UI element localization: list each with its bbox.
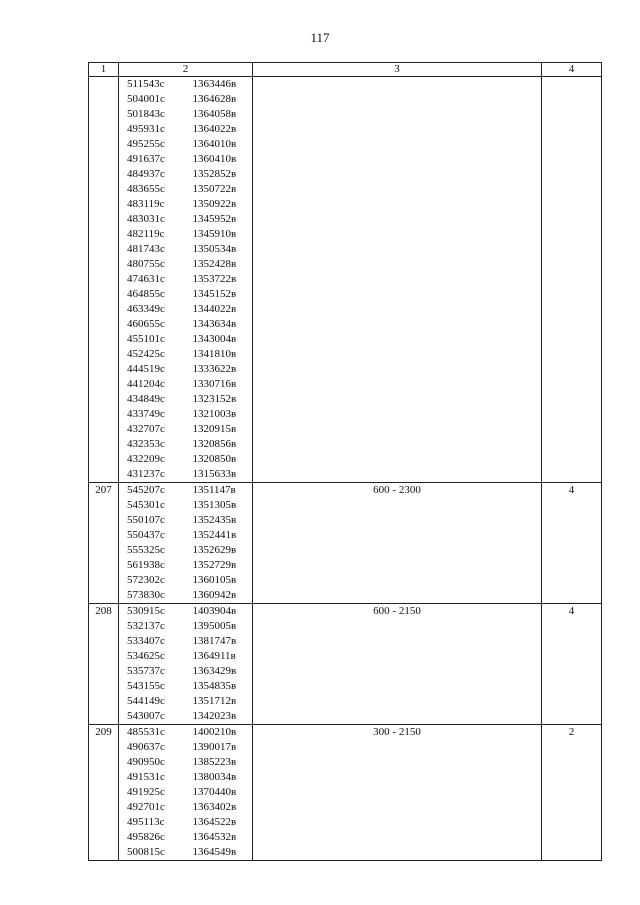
latitude: 483031с <box>127 213 165 225</box>
latitude: 543155с <box>127 680 165 692</box>
coordinate-pair <box>119 407 252 422</box>
row-number <box>89 77 119 483</box>
latitude: 441204с <box>127 378 165 390</box>
longitude: 1364522в <box>192 816 237 828</box>
latitude: 544149с <box>127 695 165 707</box>
coordinate-pair <box>119 830 252 845</box>
latitude: 561938с <box>127 559 165 571</box>
latitude: 511543с <box>127 78 165 90</box>
longitude: 1363402в <box>192 801 237 813</box>
longitude: 1360410в <box>192 153 237 165</box>
coordinates-cell <box>119 77 253 483</box>
coordinate-pair <box>119 679 252 694</box>
longitude: 1320915в <box>192 423 237 435</box>
longitude: 1323152в <box>192 393 237 405</box>
latitude: 485531с <box>127 726 165 738</box>
latitude: 495255с <box>127 138 165 150</box>
coordinate-pair <box>119 845 252 860</box>
coordinate-pair <box>119 182 252 197</box>
header-col-2: 2 <box>119 63 253 77</box>
latitude: 530915с <box>127 605 165 617</box>
longitude: 1364911в <box>192 650 236 662</box>
coordinates-cell <box>119 604 253 725</box>
longitude: 1350922в <box>192 198 237 210</box>
table-body <box>89 77 602 861</box>
header-col-4: 4 <box>542 63 602 77</box>
coordinate-pair <box>119 437 252 452</box>
coordinate-pair <box>119 513 252 528</box>
coordinate-pair <box>119 332 252 347</box>
latitude: 572302с <box>127 574 165 586</box>
coordinate-pair <box>119 272 252 287</box>
latitude: 545301с <box>127 499 165 511</box>
coordinate-pair <box>119 604 252 619</box>
longitude: 1364010в <box>192 138 237 150</box>
category-value: 2 <box>542 725 602 861</box>
coordinates-cell <box>119 483 253 604</box>
coordinate-pair <box>119 800 252 815</box>
longitude: 1360105в <box>192 574 237 586</box>
latitude: 432209с <box>127 453 165 465</box>
latitude: 504001с <box>127 93 165 105</box>
coordinate-pair <box>119 770 252 785</box>
coordinates-cell <box>119 725 253 861</box>
longitude: 1364549в <box>192 846 237 858</box>
row-number: 207 <box>89 483 119 604</box>
longitude: 1351712в <box>192 695 237 707</box>
latitude: 495113с <box>127 816 165 828</box>
coordinate-pair <box>119 77 252 92</box>
longitude: 1364532в <box>192 831 237 843</box>
latitude: 490637с <box>127 741 165 753</box>
latitude: 432353с <box>127 438 165 450</box>
category-value: 4 <box>542 483 602 604</box>
latitude: 501843с <box>127 108 165 120</box>
coordinate-pair <box>119 634 252 649</box>
coordinate-pair <box>119 317 252 332</box>
category-value: 4 <box>542 604 602 725</box>
latitude: 495826с <box>127 831 165 843</box>
longitude: 1390017в <box>192 741 237 753</box>
latitude: 550107с <box>127 514 165 526</box>
table-row <box>89 77 602 483</box>
longitude: 1351305в <box>192 499 237 511</box>
latitude: 482119с <box>127 228 165 240</box>
longitude: 1352441в <box>192 529 237 541</box>
latitude: 464855с <box>127 288 165 300</box>
coordinate-pair <box>119 107 252 122</box>
longitude: 1352729в <box>192 559 237 571</box>
coordinate-pair <box>119 197 252 212</box>
latitude: 455101с <box>127 333 165 345</box>
range-value: 600 - 2300 <box>253 483 542 604</box>
row-number: 208 <box>89 604 119 725</box>
latitude: 483655с <box>127 183 165 195</box>
coordinate-pair <box>119 122 252 137</box>
longitude: 1343004в <box>192 333 237 345</box>
header-col-1: 1 <box>89 63 119 77</box>
range-value <box>253 77 542 483</box>
longitude: 1321003в <box>192 408 237 420</box>
longitude: 1385223в <box>192 756 237 768</box>
longitude: 1364022в <box>192 123 237 135</box>
coordinate-pair <box>119 558 252 573</box>
longitude: 1343634в <box>192 318 237 330</box>
coordinate-pair <box>119 573 252 588</box>
longitude: 1354835в <box>192 680 237 692</box>
coordinate-pair <box>119 452 252 467</box>
coordinate-pair <box>119 392 252 407</box>
longitude: 1381747в <box>192 635 237 647</box>
longitude: 1363446в <box>192 78 237 90</box>
coordinate-pair <box>119 212 252 227</box>
coordinate-pair <box>119 287 252 302</box>
longitude: 1352435в <box>192 514 237 526</box>
coordinate-pair <box>119 725 252 740</box>
longitude: 1400210в <box>192 726 237 738</box>
latitude: 484937с <box>127 168 165 180</box>
longitude: 1345152в <box>192 288 237 300</box>
longitude: 1345910в <box>192 228 237 240</box>
latitude: 532137с <box>127 620 165 632</box>
coordinate-pair <box>119 467 252 482</box>
latitude: 545207с <box>127 484 165 496</box>
coordinate-pair <box>119 152 252 167</box>
coordinate-pair <box>119 498 252 513</box>
coordinate-pair <box>119 785 252 800</box>
longitude: 1320850в <box>192 453 237 465</box>
latitude: 555325с <box>127 544 165 556</box>
header-row <box>89 63 602 77</box>
longitude: 1333622в <box>192 363 237 375</box>
coordinate-pair <box>119 664 252 679</box>
longitude: 1345952в <box>192 213 237 225</box>
longitude: 1320856в <box>192 438 237 450</box>
coordinate-pair <box>119 137 252 152</box>
longitude: 1342023в <box>192 710 237 722</box>
coordinate-pair <box>119 422 252 437</box>
page-number: 117 <box>310 30 330 45</box>
coordinates-table <box>88 62 602 861</box>
coordinate-pair <box>119 227 252 242</box>
coordinate-pair <box>119 362 252 377</box>
longitude: 1380034в <box>192 771 237 783</box>
coordinate-pair <box>119 257 252 272</box>
latitude: 491925с <box>127 786 165 798</box>
coordinate-pair <box>119 619 252 634</box>
coordinate-pair <box>119 588 252 603</box>
latitude: 452425с <box>127 348 165 360</box>
longitude: 1344022в <box>192 303 237 315</box>
longitude: 1403904в <box>192 605 237 617</box>
latitude: 481743с <box>127 243 165 255</box>
table-row <box>89 604 602 725</box>
latitude: 460655с <box>127 318 165 330</box>
category-value <box>542 77 602 483</box>
longitude: 1341810в <box>192 348 237 360</box>
longitude: 1352852в <box>192 168 237 180</box>
latitude: 444519с <box>127 363 165 375</box>
longitude: 1364058в <box>192 108 237 120</box>
coordinate-pair <box>119 543 252 558</box>
coordinate-pair <box>119 815 252 830</box>
latitude: 535737с <box>127 665 165 677</box>
latitude: 573830с <box>127 589 165 601</box>
coordinate-pair <box>119 483 252 498</box>
table-row <box>89 725 602 861</box>
range-value: 300 - 2150 <box>253 725 542 861</box>
longitude: 1315633в <box>192 468 237 480</box>
longitude: 1370440в <box>192 786 237 798</box>
longitude: 1330716в <box>192 378 237 390</box>
latitude: 500815с <box>127 846 165 858</box>
latitude: 483119с <box>127 198 165 210</box>
coordinate-pair <box>119 740 252 755</box>
latitude: 492701с <box>127 801 165 813</box>
coordinate-pair <box>119 377 252 392</box>
coordinate-pair <box>119 167 252 182</box>
latitude: 534625с <box>127 650 165 662</box>
row-number: 209 <box>89 725 119 861</box>
latitude: 495931с <box>127 123 165 135</box>
longitude: 1352428в <box>192 258 237 270</box>
longitude: 1352629в <box>192 544 237 556</box>
coordinate-pair <box>119 347 252 362</box>
longitude: 1395005в <box>192 620 237 632</box>
coordinate-pair <box>119 649 252 664</box>
coordinate-pair <box>119 755 252 770</box>
longitude: 1350534в <box>192 243 237 255</box>
latitude: 432707с <box>127 423 165 435</box>
coordinate-pair <box>119 92 252 107</box>
table-row <box>89 483 602 604</box>
longitude: 1350722в <box>192 183 237 195</box>
coordinate-pair <box>119 709 252 724</box>
range-value: 600 - 2150 <box>253 604 542 725</box>
coordinate-pair <box>119 528 252 543</box>
latitude: 533407с <box>127 635 165 647</box>
longitude: 1351147в <box>192 484 236 496</box>
latitude: 434849с <box>127 393 165 405</box>
coordinate-pair <box>119 242 252 257</box>
latitude: 543007с <box>127 710 165 722</box>
latitude: 431237с <box>127 468 165 480</box>
header-col-3: 3 <box>253 63 542 77</box>
latitude: 480755с <box>127 258 165 270</box>
latitude: 463349с <box>127 303 165 315</box>
latitude: 490950с <box>127 756 165 768</box>
latitude: 491531с <box>127 771 165 783</box>
latitude: 491637с <box>127 153 165 165</box>
latitude: 433749с <box>127 408 165 420</box>
coordinate-pair <box>119 302 252 317</box>
longitude: 1363429в <box>192 665 237 677</box>
longitude: 1364628в <box>192 93 237 105</box>
coordinate-pair <box>119 694 252 709</box>
latitude: 550437с <box>127 529 165 541</box>
longitude: 1360942в <box>192 589 237 601</box>
latitude: 474631с <box>127 273 165 285</box>
longitude: 1353722в <box>192 273 237 285</box>
